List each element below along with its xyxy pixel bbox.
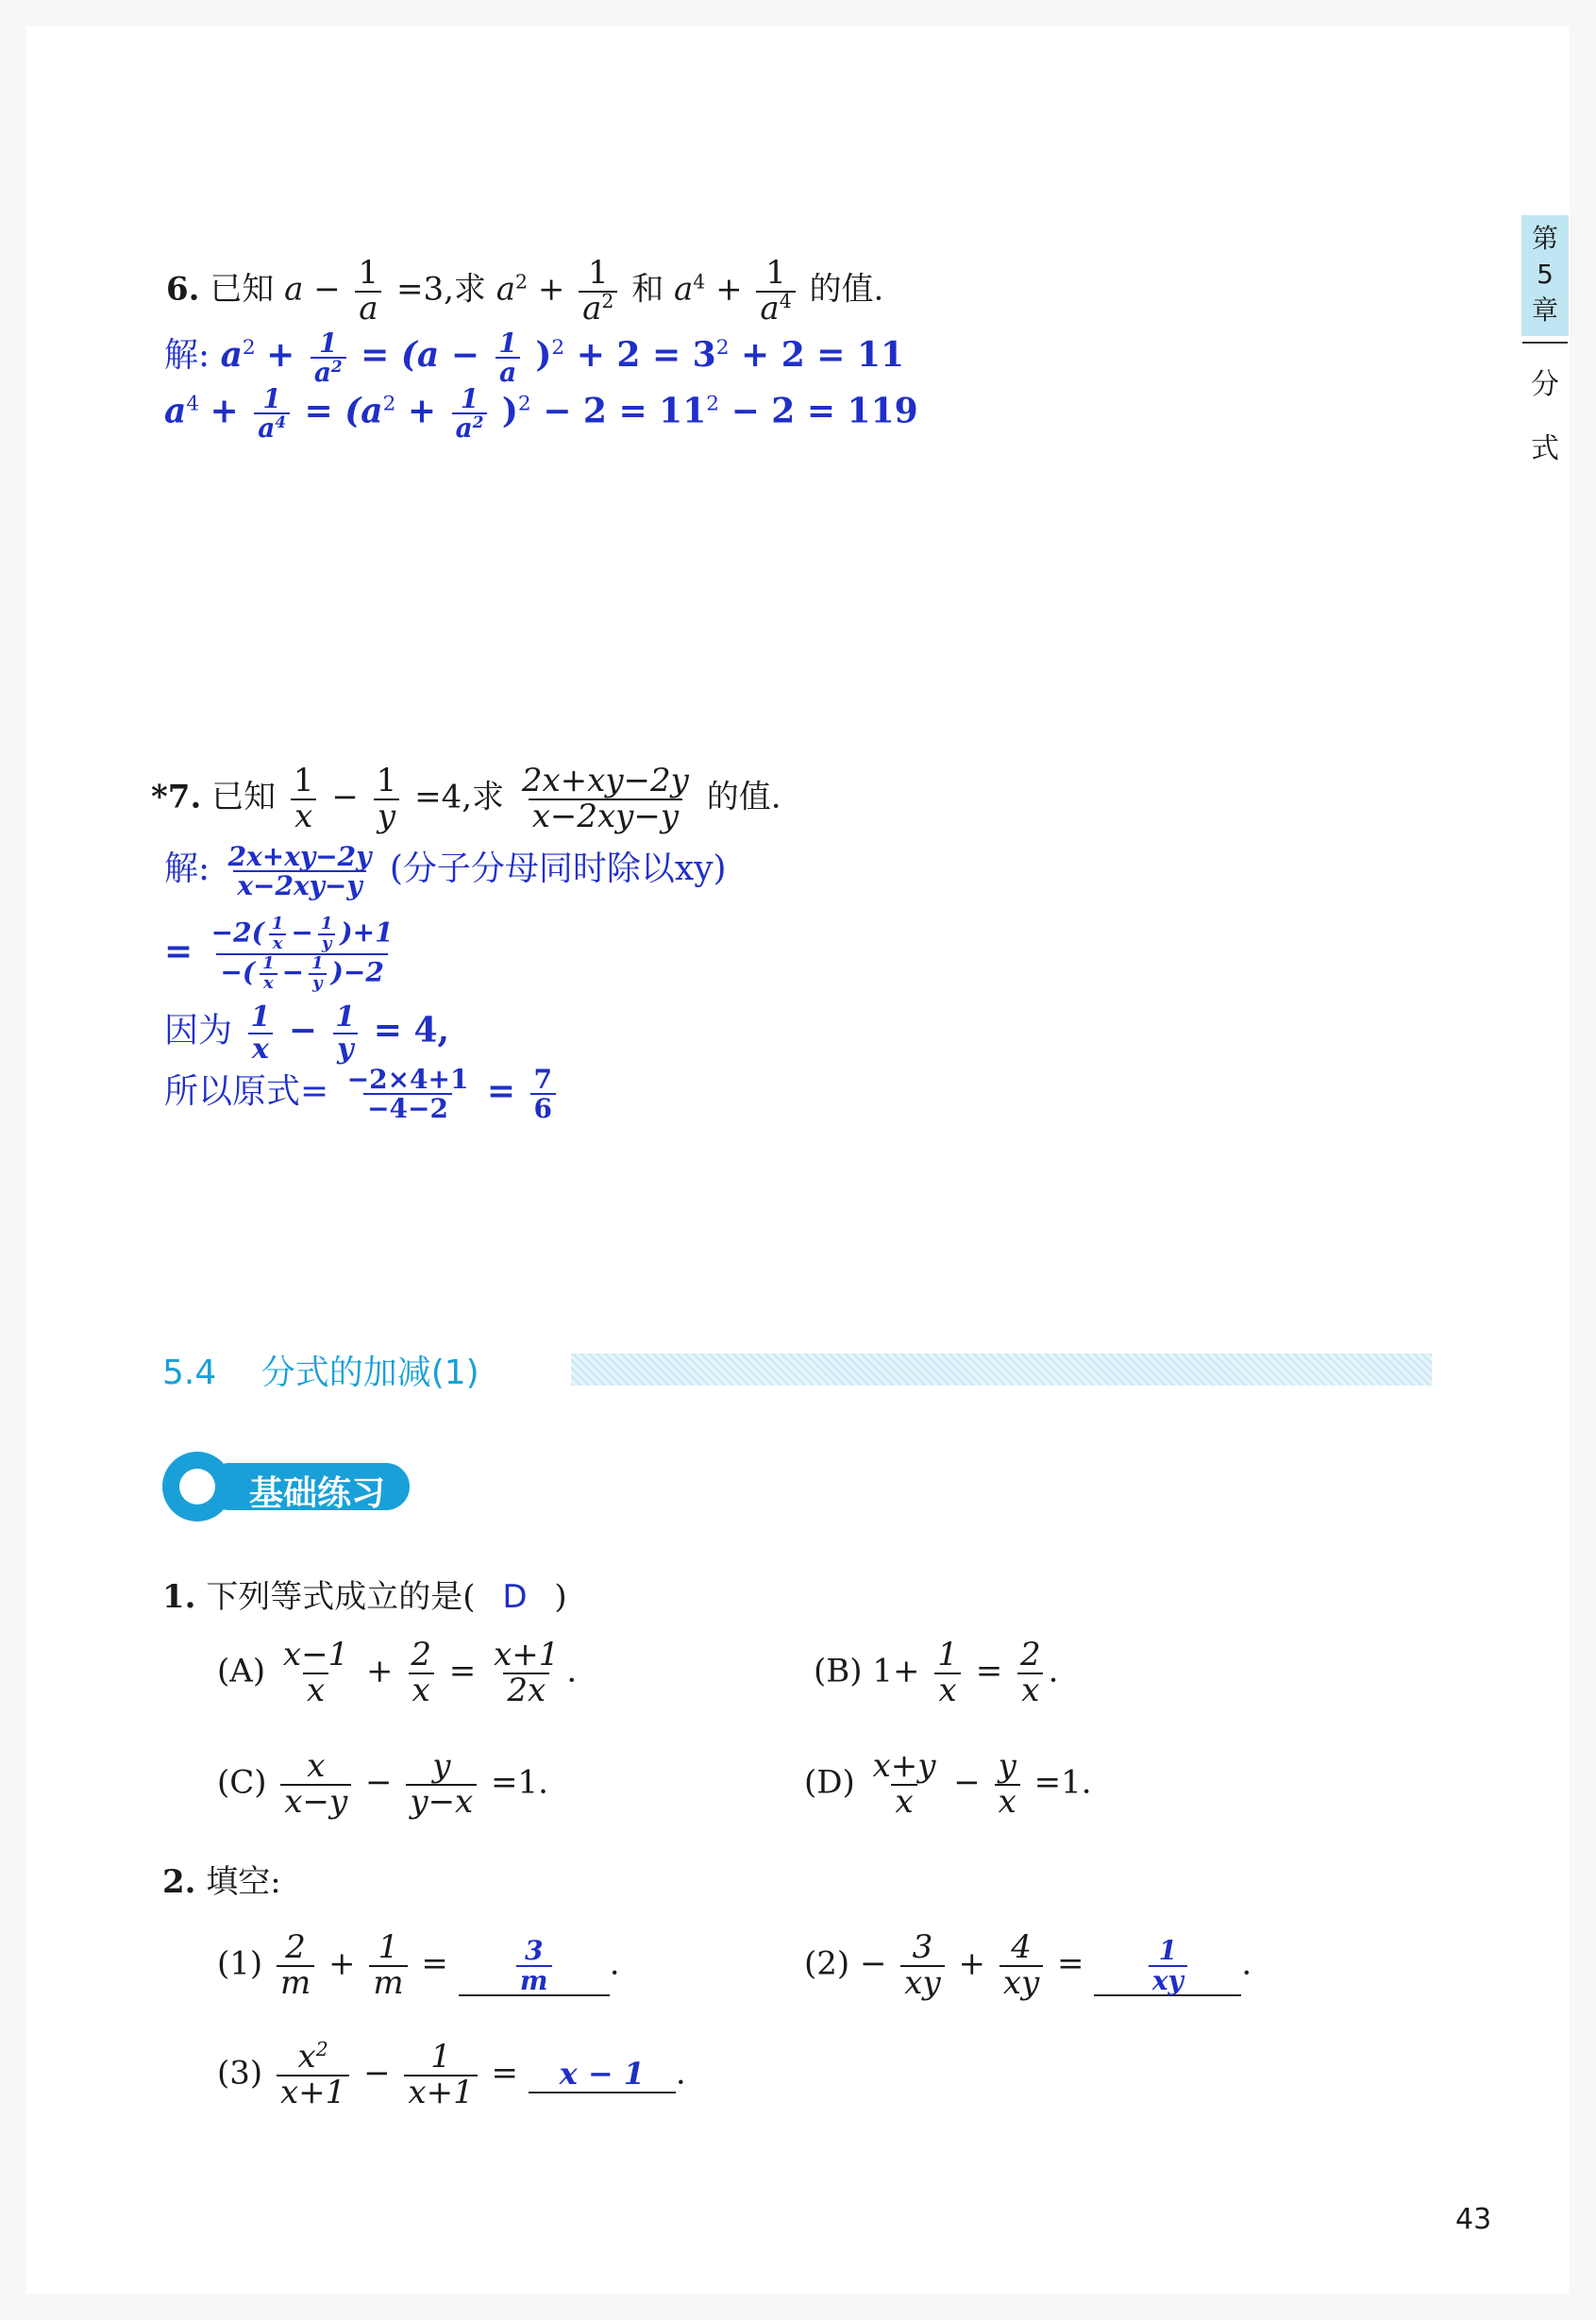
fraction	[280, 1747, 351, 1821]
practice-badge	[162, 1452, 445, 1521]
fraction	[995, 1747, 1020, 1821]
numerator: 1	[1158, 1935, 1178, 1967]
fraction: $\frac{1}{x}$	[246, 1002, 274, 1064]
fraction: $\frac{1}{a^4}$	[254, 385, 290, 443]
item-label: (1)	[217, 1944, 263, 1983]
answer-label: 解:	[164, 849, 210, 888]
badge-icon	[162, 1452, 232, 1521]
fraction: $\frac{1}{a^2}$	[452, 385, 488, 443]
denominator: y−x	[406, 1784, 477, 1820]
fill-item-3	[217, 2037, 686, 2111]
question-text: )	[554, 1578, 567, 1616]
question-number: 2.	[162, 1863, 196, 1901]
fraction	[290, 762, 318, 835]
numerator: y	[432, 1747, 451, 1785]
denominator: m	[516, 1965, 552, 1994]
fraction	[407, 1636, 435, 1709]
chapter-label-suffix: 章	[1531, 294, 1558, 326]
denominator: xy	[1149, 1965, 1187, 1994]
math-var: a	[220, 335, 243, 375]
fraction	[406, 1747, 477, 1821]
numerator: 1	[293, 762, 314, 799]
math-expr: =1.	[1033, 1763, 1092, 1802]
math-op: =	[421, 1944, 448, 1983]
numerator: 1	[430, 2038, 451, 2076]
numerator: 1	[937, 1636, 958, 1673]
fraction	[355, 254, 383, 328]
fraction: $\frac{1}{a}$	[495, 329, 520, 387]
math-var: a	[164, 391, 187, 431]
fraction	[225, 840, 376, 901]
denominator: x+1	[404, 2075, 477, 2110]
answer-text: 因为	[164, 1011, 233, 1051]
numerator: y	[998, 1747, 1016, 1785]
denominator: x	[291, 799, 316, 834]
math-expr: + 2 = 3	[564, 335, 716, 375]
math-op: −	[331, 778, 359, 816]
math-expr: 1+	[872, 1652, 920, 1690]
answer-blank[interactable]	[529, 2056, 676, 2093]
numerator: 3	[912, 1928, 933, 1966]
math-op: .	[675, 2054, 686, 2093]
fraction	[490, 1636, 563, 1709]
exponent: 4	[693, 270, 706, 294]
numerator: 1	[378, 1928, 399, 1966]
chapter-tab	[1521, 215, 1569, 481]
math-op: +	[958, 1944, 985, 1983]
math-expr: = 4,	[373, 1010, 450, 1051]
denominator: x−2xy−y	[233, 870, 365, 899]
math-op: −	[859, 1944, 887, 1983]
numerator: 1	[765, 254, 786, 292]
fraction	[404, 2038, 477, 2111]
fraction	[373, 762, 401, 835]
section-bar	[571, 1353, 1432, 1386]
badge-label: 基础练习	[249, 1474, 386, 1513]
fraction	[277, 1928, 314, 2002]
math-op: −	[313, 270, 341, 309]
answer-7-line4	[164, 1065, 560, 1122]
math-op: +	[328, 1944, 356, 1983]
option-d	[804, 1747, 1092, 1821]
answer-6-line1: 解: $a^2$ + $\frac{1}{a^2}$ = (a − $\frac{1}{a}$ )$^2 + 2 = 3^2 + 2 = 11$	[164, 327, 905, 388]
denominator: a	[760, 289, 780, 328]
option-label: (D)	[804, 1763, 855, 1802]
math-expr: )	[535, 335, 552, 375]
math-expr: − 2 = 11	[530, 391, 707, 431]
numerator: 2	[1020, 1636, 1041, 1673]
answer-6-line2: $a^4$ + $\frac{1}{a^4}$ = ($a^2$ + $\frac{1}{a^2}$ )$^2 - 2 = 11^2 - 2 = 119$	[164, 383, 918, 445]
chapter-title-char: 分	[1531, 368, 1559, 401]
math-op: −	[363, 2054, 391, 2093]
question-text: =3,求	[395, 270, 486, 309]
exponent: 2	[601, 289, 614, 312]
answer-7-line2	[164, 916, 401, 993]
math-op: =	[491, 2054, 519, 2093]
denominator: a	[355, 291, 381, 327]
fraction	[344, 1063, 473, 1124]
math-op: .	[1048, 1652, 1059, 1690]
numerator: x+y	[872, 1747, 936, 1785]
numerator: 1	[358, 254, 379, 292]
denominator: x	[303, 1673, 328, 1708]
answer-7-line3: 因为 $\frac{1}{x}$ − $\frac{1}{y}$ = 4,	[164, 1000, 450, 1066]
denominator: y	[374, 799, 399, 834]
denominator: x	[995, 1784, 1020, 1820]
math-op: +	[366, 1652, 394, 1690]
section-heading	[162, 1346, 479, 1394]
denominator: x	[891, 1784, 916, 1820]
numerator: x+1	[494, 1636, 560, 1673]
math-op: +	[537, 270, 565, 309]
question-number: 6.	[166, 270, 200, 309]
math-expr: −(	[220, 956, 256, 988]
math-expr: −2(	[210, 916, 264, 949]
question-text: 下列等式成立的是(	[206, 1578, 476, 1616]
page-number: 43	[1455, 2203, 1492, 2236]
fraction: $\frac{1}{a^2}$	[311, 329, 346, 387]
numerator: 4	[1011, 1928, 1032, 1966]
question-6	[166, 254, 884, 328]
denominator: x−2xy−y	[529, 799, 682, 834]
fraction: $\frac{1}{y}$	[331, 1002, 359, 1064]
denominator: x	[1017, 1673, 1043, 1708]
answer-blank[interactable]	[1094, 1937, 1241, 1996]
answer-blank[interactable]	[459, 1937, 610, 1996]
math-expr: )−2	[330, 956, 384, 988]
fraction	[277, 2037, 349, 2111]
chapter-badge	[1521, 215, 1569, 336]
answer-value: x − 1	[559, 2055, 646, 2092]
math-var: a	[674, 270, 694, 309]
question-text: 和	[631, 270, 664, 309]
denominator: xy	[900, 1965, 944, 2001]
item-label: (3)	[217, 2054, 263, 2093]
math-expr: =1.	[491, 1763, 548, 1802]
denominator: x	[409, 1673, 434, 1708]
fraction	[933, 1636, 962, 1709]
math-op: =	[1057, 1944, 1084, 1983]
fraction	[1016, 1636, 1045, 1709]
fill-item-2	[804, 1928, 1252, 2002]
math-expr: + 2 = 11	[729, 335, 905, 375]
math-expr: = (a −	[361, 335, 492, 375]
answer-text: 所以原式=	[164, 1072, 329, 1111]
math-op: .	[609, 1944, 620, 1983]
numerator: x	[307, 1747, 326, 1785]
numerator: 3	[524, 1935, 544, 1967]
denominator: x−y	[280, 1784, 351, 1820]
math-var: a	[496, 270, 516, 309]
fraction	[516, 1937, 552, 1994]
question-text: 的值.	[706, 778, 781, 816]
denominator: xy	[1000, 1965, 1043, 2001]
section-title: 分式的加减(1)	[260, 1353, 479, 1392]
fraction	[869, 1747, 940, 1821]
answer-7-line1	[164, 842, 727, 899]
denominator: m	[369, 1965, 407, 2001]
question-text: =4,求	[414, 778, 505, 816]
exponent: 2	[515, 270, 528, 294]
chapter-divider	[1522, 342, 1568, 344]
math-expr: )	[501, 391, 518, 431]
numerator: 1	[587, 254, 609, 292]
math-op: =	[164, 931, 193, 971]
denominator: a	[582, 289, 602, 328]
option-label: (B)	[814, 1652, 863, 1690]
numerator: −2×4+1	[346, 1063, 469, 1095]
problem-1	[162, 1571, 567, 1617]
numerator: 7	[533, 1063, 553, 1095]
math-op: =	[448, 1652, 477, 1690]
numerator: x−1	[282, 1636, 349, 1673]
chapter-number: 5	[1537, 259, 1554, 290]
fraction	[1000, 1928, 1043, 2002]
fraction	[900, 1928, 944, 2002]
chapter-title-char: 式	[1531, 432, 1559, 465]
numerator: x	[297, 2038, 316, 2076]
numerator: 1	[376, 762, 397, 799]
denominator: −4−2	[363, 1093, 452, 1122]
math-op: =	[975, 1652, 1003, 1690]
fraction	[518, 762, 693, 835]
denominator: 2x	[503, 1673, 549, 1708]
fraction	[279, 1636, 352, 1709]
question-text: 填空:	[206, 1863, 281, 1901]
math-op: .	[566, 1652, 578, 1690]
fraction	[530, 1063, 556, 1124]
chapter-label: 第	[1531, 223, 1558, 254]
numerator: 2x+xy−2y	[521, 762, 689, 799]
math-op: =	[486, 1071, 516, 1111]
option-a	[217, 1636, 578, 1709]
exponent: 2	[315, 2037, 328, 2060]
denominator: 6	[530, 1093, 556, 1122]
fill-item-1	[217, 1928, 620, 2002]
fraction	[756, 254, 795, 328]
math-op: −	[365, 1763, 393, 1802]
answer-note: (分子分母同时除以xy)	[389, 849, 727, 888]
option-label: (C)	[217, 1763, 267, 1802]
numerator: 2	[285, 1928, 306, 1966]
math-op: .	[1241, 1944, 1252, 1983]
exponent: 4	[779, 289, 792, 312]
question-number: 1.	[162, 1578, 196, 1616]
item-label: (2)	[804, 1944, 850, 1983]
option-b	[814, 1636, 1059, 1709]
numerator: 2	[411, 1636, 431, 1673]
math-var: a	[284, 270, 304, 309]
option-label: (A)	[217, 1652, 266, 1690]
denominator: x	[934, 1673, 960, 1708]
math-expr: − 2 = 119	[719, 391, 918, 431]
math-expr: = (a	[304, 391, 383, 431]
fraction	[1149, 1937, 1187, 1994]
math-expr: )+1	[340, 916, 394, 949]
math-op: +	[395, 391, 448, 431]
denominator: m	[277, 1965, 314, 2001]
question-number: *7.	[151, 778, 202, 816]
answer-label: 解:	[164, 336, 210, 375]
fraction	[369, 1928, 407, 2002]
numerator: 2x+xy−2y	[227, 840, 372, 872]
denominator: x+1	[277, 2075, 349, 2110]
fraction	[579, 254, 617, 328]
math-op: −	[953, 1763, 981, 1802]
answer-choice: D	[502, 1578, 528, 1616]
option-c	[217, 1747, 548, 1821]
problem-2	[162, 1856, 281, 1902]
math-op: +	[715, 270, 743, 309]
fraction: −2( $\frac{1}{x}$ − $\frac{1}{y}$ )+1 −( $\frac{1}{x}$ − $\frac{1}{y}$ )−2	[210, 914, 394, 993]
question-text: 的值.	[809, 270, 884, 309]
section-number: 5.4	[162, 1353, 217, 1392]
question-text: 已知	[211, 778, 277, 816]
question-7	[151, 762, 781, 835]
question-text: 已知	[210, 270, 275, 309]
